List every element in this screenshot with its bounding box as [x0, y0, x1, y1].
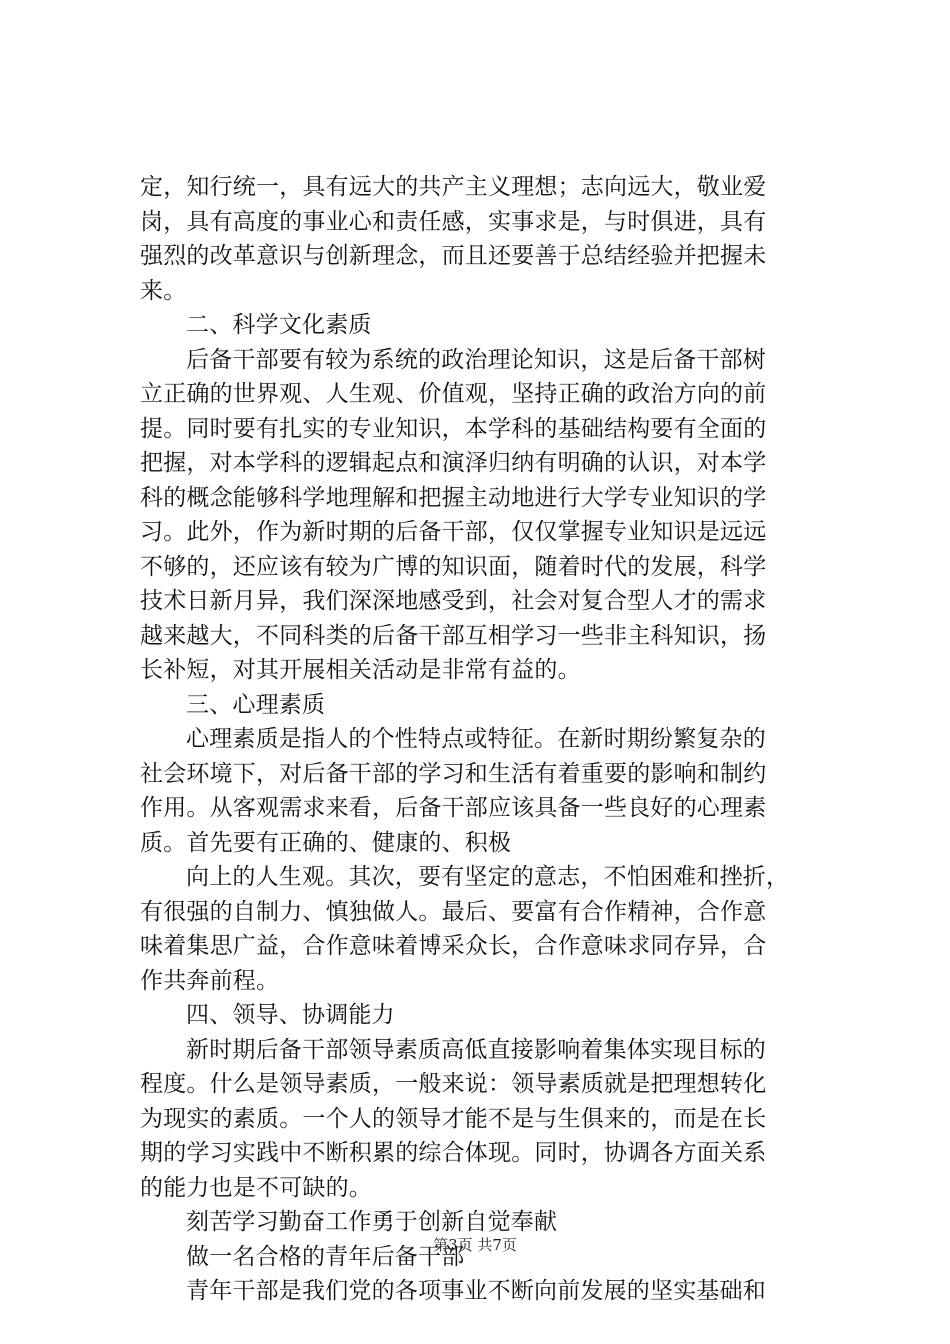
text-line: 二、科学文化素质 — [186, 312, 372, 338]
text-line: 岗，具有高度的事业心和责任感，实事求是，与时俱进，具有 — [140, 208, 767, 235]
text-line: 技术日新月异，我们深深地感受到，社会对复合型人才的需求 — [140, 588, 767, 614]
text-line: 定，知行统一，具有远大的共产主义理想；志向远大，敬业爱 — [140, 174, 767, 200]
text-line: 不够的，还应该有较为广博的知识面，随着时代的发展，科学 — [140, 553, 767, 580]
text-line: 作用。从客观需求来看，后备干部应该具备一些良好的心理素 — [140, 795, 767, 821]
text-line: 三、心理素质 — [186, 691, 326, 718]
text-line: 心理素质是指人的个性特点或特征。在新时期纷繁复杂的 — [186, 726, 766, 752]
text-line: 有很强的自制力、慎独做人。最后、要富有合作精神，合作意 — [140, 898, 767, 925]
text-line: 来。 — [140, 277, 187, 304]
text-line: 为现实的素质。一个人的领导才能不是与生俱来的，而是在长 — [140, 1105, 767, 1132]
text-line: 社会环境下，对后备干部的学习和生活有着重要的影响和制约 — [140, 760, 767, 787]
text-line: 质。首先要有正确的、健康的、积极 — [140, 829, 512, 856]
text-line: 期的学习实践中不断积累的综合体现。同时，协调各方面关系 — [140, 1140, 767, 1166]
text-line: 强烈的改革意识与创新理念，而且还要善于总结经验并把握未 — [140, 243, 767, 269]
text-line: 提。同时要有扎实的专业知识，本学科的基础结构要有全面的 — [140, 415, 767, 442]
text-line: 味着集思广益，合作意味着博采众长，合作意味求同存异，合 — [140, 933, 767, 959]
text-line: 越来越大，不同科类的后备干部互相学习一些非主科知识，扬 — [140, 622, 767, 649]
text-line: 把握，对本学科的逻辑起点和演泽归纳有明确的认识，对本学 — [140, 450, 767, 476]
text-line: 的能力也是不可缺的。 — [140, 1174, 372, 1201]
text-line: 四、领导、协调能力 — [186, 1002, 395, 1028]
text-line: 新时期后备干部领导素质高低直接影响着集体实现目标的 — [186, 1036, 766, 1063]
page-footer: 第3页 共7页 — [433, 1236, 517, 1254]
text-line: 向上的人生观。其次，要有坚定的意志，不怕困难和挫折， — [186, 864, 790, 890]
text-line: 习。此外，作为新时期的后备干部，仅仅掌握专业知识是远远 — [140, 519, 767, 545]
text-line: 程度。什么是领导素质，一般来说：领导素质就是把理想转化 — [140, 1071, 767, 1097]
text-line: 科的概念能够科学地理解和把握主动地进行大学专业知识的学 — [140, 484, 767, 511]
document-body — [140, 170, 830, 1309]
text-line: 长补短，对其开展相关活动是非常有益的。 — [140, 657, 581, 683]
text-line: 刻苦学习勤奋工作勇于创新自觉奉献 — [186, 1209, 558, 1235]
text-line: 立正确的世界观、人生观、价值观，坚持正确的政治方向的前 — [140, 381, 767, 407]
text-line: 作共奔前程。 — [140, 967, 280, 994]
text-line: 后备干部要有较为系统的政治理论知识，这是后备干部树 — [186, 346, 766, 373]
text-line: 做一名合格的青年后备干部 — [186, 1243, 465, 1270]
text-line: 青年干部是我们党的各项事业不断向前发展的坚实基础和 — [186, 1278, 766, 1304]
